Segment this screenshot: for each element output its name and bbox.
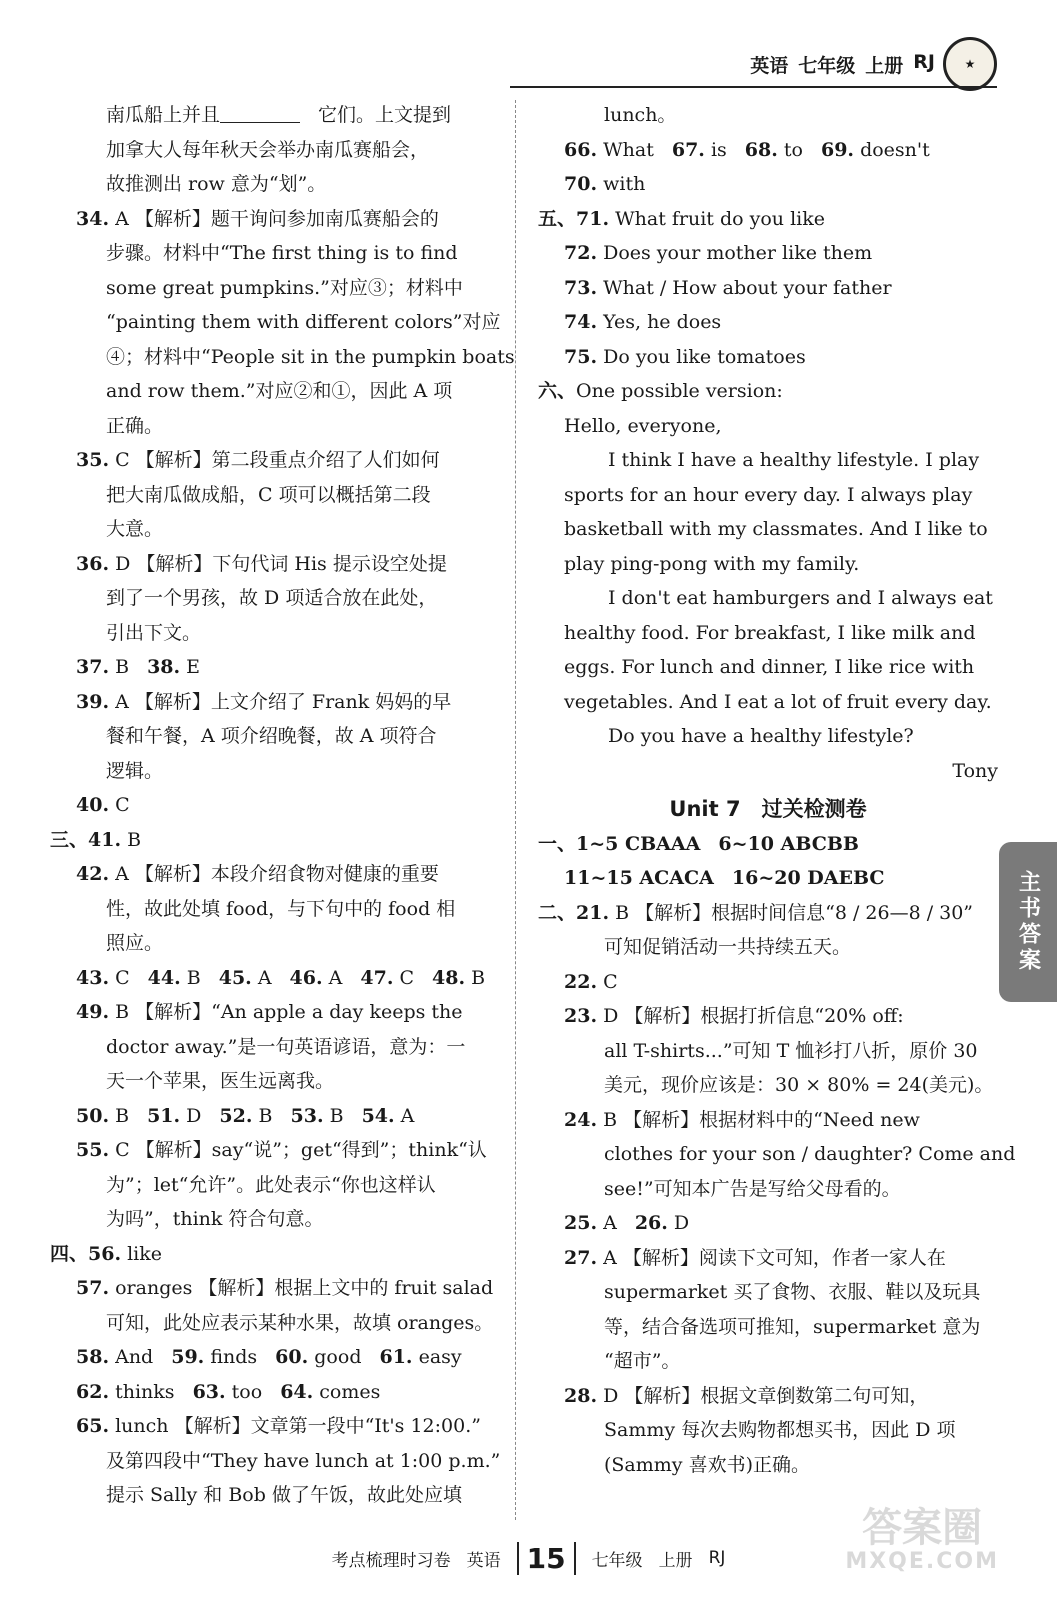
answer-text: good (308, 1346, 362, 1368)
answer-line (50, 754, 490, 789)
answer-text: with (597, 173, 646, 195)
answer-line (50, 1271, 494, 1306)
answer-text: C (597, 970, 618, 993)
header-rule (510, 86, 997, 88)
answer-text: vegetables. And I eat a lot of fruit every day. (564, 690, 992, 713)
answer-text: 11~15 ACACA (564, 867, 714, 889)
answer-text: B (109, 656, 130, 678)
answer-text: B 【解析】“An apple a day keeps the (109, 1001, 463, 1023)
header-grade: 七年级 (798, 54, 856, 77)
answer-line (538, 1206, 998, 1241)
answer-line (538, 305, 998, 340)
answer-text: Sammy 每次去购物都想买书，因此 D 项 (604, 1419, 956, 1441)
answer-text: A (597, 1212, 617, 1234)
question-number: 68. (744, 138, 778, 161)
question-number: 54. (361, 1104, 395, 1127)
answer-line (538, 1275, 998, 1310)
answer-text: healthy food. For breakfast, I like milk and (564, 621, 976, 644)
answer-text: Do you have a healthy lifestyle? (608, 725, 914, 747)
answer-text: A (394, 1104, 415, 1127)
header-volume: 上册 (865, 54, 904, 77)
answer-text: And (109, 1346, 154, 1368)
unit-title: Unit 7 过关检测卷 (669, 797, 867, 821)
answer-line (50, 1409, 490, 1444)
answer-line (538, 340, 998, 375)
question-number: 25. (564, 1212, 598, 1234)
answer-text: ④；材料中“People sit in the pumpkin boats (106, 345, 515, 368)
answer-text: Hello, everyone, (564, 414, 722, 437)
question-number: 61. (379, 1346, 413, 1368)
question-number: 55. (76, 1139, 110, 1161)
answer-line (50, 547, 490, 582)
question-number: 67. (671, 138, 705, 161)
answer-line (50, 1168, 490, 1203)
answer-line (538, 616, 998, 651)
answer-text: B (465, 966, 486, 989)
answer-text: to (777, 138, 803, 161)
question-number: 58. (76, 1346, 110, 1368)
answer-text: lunch。 (604, 104, 677, 126)
answer-text: B 【解析】根据时间信息“8 / 26—8 / 30” (609, 901, 974, 924)
answer-text: too (225, 1380, 263, 1403)
answer-line (50, 167, 490, 202)
answer-text: 为吗”，think 符合句意。 (106, 1208, 324, 1230)
answer-line (50, 374, 490, 409)
answer-text: Do you like tomatoes (597, 345, 806, 368)
answer-text: “painting them with different colors”对应 (106, 311, 501, 333)
answer-line (538, 236, 998, 271)
question-number: 40. (76, 794, 110, 816)
answer-line (50, 581, 490, 616)
answer-line (50, 1478, 490, 1513)
answer-line (538, 999, 998, 1034)
question-number: 三、41. (50, 828, 122, 851)
answer-line (50, 926, 490, 961)
answer-text: Does your mother like them (597, 242, 873, 264)
question-number: 57. (76, 1277, 110, 1299)
answer-line (538, 1310, 998, 1345)
answer-text: see!”可知本广告是写给父母看的。 (604, 1177, 901, 1200)
answer-line (50, 650, 490, 685)
question-number: 23. (564, 1005, 598, 1027)
answer-line (50, 409, 490, 444)
question-number: 四、56. (50, 1242, 122, 1265)
answer-line (50, 995, 490, 1030)
answer-text: C 【解析】say“说”；get“得到”；think“认 (109, 1139, 487, 1161)
answer-line (538, 374, 998, 409)
answer-text: lunch 【解析】文章第一段中“It's 12:00.” (109, 1415, 481, 1437)
answer-line (50, 961, 490, 996)
question-number: 75. (564, 345, 598, 368)
answer-text: 1~5 CBAAA (576, 832, 701, 855)
fill-blank (220, 102, 300, 123)
answer-line (538, 719, 998, 754)
answer-line (538, 167, 998, 202)
answer-text: 到了一个男孩，故 D 项适合放在此处， (106, 587, 438, 609)
answer-text: A (322, 966, 343, 989)
answer-line (50, 1237, 490, 1272)
answer-text: D 【解析】根据文章倒数第二句可知， (597, 1384, 929, 1407)
answer-line (50, 340, 515, 375)
answer-text: 加拿大人每年秋天会举办南瓜赛船会， (106, 138, 430, 161)
question-number: 26. (634, 1212, 668, 1234)
answer-line (538, 1344, 998, 1379)
watermark-text: 答案圈 (862, 1505, 983, 1551)
answer-line (50, 1030, 490, 1065)
answer-text: Yes, he does (597, 311, 722, 333)
answer-text: C 【解析】第二段重点介绍了人们如何 (109, 449, 440, 471)
answer-line (538, 1034, 998, 1069)
answer-line (50, 1375, 490, 1410)
answer-line (538, 1379, 998, 1414)
question-number: 28. (564, 1384, 598, 1407)
answer-text: 把大南瓜做成船，C 项可以概括第二段 (106, 483, 431, 506)
question-number: 37. (76, 656, 110, 678)
question-number: 47. (360, 966, 394, 989)
answer-line (538, 271, 998, 306)
answer-text: comes (313, 1380, 381, 1403)
answer-text: 引出下文。 (106, 621, 202, 644)
answer-line (50, 305, 501, 340)
answer-line (538, 896, 998, 931)
answer-line (50, 133, 490, 168)
answer-line (538, 512, 998, 547)
answer-text: A (251, 966, 272, 989)
watermark (845, 1505, 999, 1576)
answer-line (538, 443, 998, 478)
question-number: 42. (76, 863, 110, 885)
answer-line (50, 443, 490, 478)
answer-line (538, 1103, 998, 1138)
answer-text: E (180, 656, 201, 678)
answer-text: 16~20 DAEBC (731, 867, 885, 889)
answer-line (538, 1241, 998, 1276)
answer-line (538, 1413, 998, 1448)
answer-text: easy (412, 1346, 462, 1368)
footer-series: 考点梳理时习卷 (331, 1550, 451, 1571)
footer-subject: 英语 (466, 1550, 501, 1571)
question-number: 60. (275, 1346, 309, 1368)
answer-text: 天一个苹果，医生远离我。 (106, 1070, 335, 1092)
answer-line (538, 202, 998, 237)
answer-text: A 【解析】本段介绍食物对健康的重要 (109, 863, 439, 885)
answer-text: doesn't (854, 138, 930, 161)
question-number: 65. (76, 1415, 110, 1437)
answer-line (50, 1202, 490, 1237)
answer-line (538, 1172, 998, 1207)
answer-line (50, 478, 490, 513)
answer-line (50, 788, 490, 823)
answer-text: and row them.”对应②和①，因此 A 项 (106, 380, 453, 402)
answer-line (50, 202, 490, 237)
answer-line (50, 685, 490, 720)
answer-line (538, 685, 998, 720)
question-number: 一、 (538, 832, 577, 855)
answer-line (538, 1448, 998, 1483)
answer-text: (Sammy 喜欢书)正确。 (604, 1453, 810, 1476)
question-number: 五、71. (538, 207, 610, 230)
answer-text: 可知促销活动一共持续五天。 (604, 936, 852, 958)
question-number: 39. (76, 690, 110, 713)
footer-grade: 七年级 (591, 1550, 643, 1571)
answer-line (538, 827, 998, 862)
answer-line (538, 1068, 998, 1103)
answer-text: some great pumpkins.”对应③；材料中 (106, 276, 463, 299)
question-number: 53. (290, 1104, 324, 1127)
answer-text: 步骤。材料中“The first thing is to find (106, 242, 458, 264)
answer-text: B 【解析】根据材料中的“Need new (597, 1108, 920, 1131)
right-column (538, 98, 1016, 1482)
answer-text: 为”；let“允许”。此处表示“你也这样认 (106, 1173, 436, 1196)
answer-line (50, 1133, 490, 1168)
answer-text: I think I have a healthy lifestyle. I play (608, 449, 980, 471)
answer-text: C (109, 966, 130, 989)
question-number: 44. (147, 966, 181, 989)
answer-line (538, 965, 998, 1000)
answer-text: What fruit do you like (609, 207, 825, 230)
side-tab: 主书答案 (999, 842, 1057, 1002)
answer-text: B (252, 1104, 273, 1127)
column-divider (515, 100, 516, 1520)
answer-text: D (180, 1104, 202, 1127)
question-number: 64. (280, 1380, 314, 1403)
answer-line (538, 133, 998, 168)
footer-edition: RJ (708, 1548, 726, 1568)
question-number: 48. (432, 966, 466, 989)
answer-line (50, 616, 490, 651)
question-number: 66. (564, 138, 598, 161)
answer-line (50, 1340, 490, 1375)
answer-text: B (109, 1104, 130, 1127)
answer-text: What (597, 138, 654, 161)
answer-text: One possible version: (576, 380, 783, 402)
question-number: 38. (147, 656, 181, 678)
answer-text: D (667, 1212, 690, 1234)
answer-line (538, 409, 998, 444)
answer-text: A 【解析】阅读下文可知，作者一家人在 (597, 1246, 946, 1269)
answer-line (50, 98, 490, 133)
left-column (50, 98, 515, 1513)
answer-line (50, 1064, 490, 1099)
answer-line (50, 512, 490, 547)
answer-text: 照应。 (106, 932, 164, 954)
question-number: 50. (76, 1104, 110, 1127)
answer-line (50, 823, 490, 858)
answer-text: D 【解析】根据打折信息“20% off: (597, 1005, 904, 1027)
answer-text: like (121, 1242, 163, 1265)
question-number: 70. (564, 173, 598, 195)
question-number: 72. (564, 242, 598, 264)
publisher-logo-icon: ★ (943, 37, 997, 91)
question-number: 34. (76, 207, 110, 230)
answer-line (538, 754, 998, 789)
answer-text: 美元，现价应该是：30 × 80% = 24(美元)。 (604, 1074, 994, 1096)
page-header (750, 40, 997, 88)
answer-text: 故推测出 row 意为“划”。 (106, 173, 327, 195)
footer-volume: 上册 (658, 1550, 693, 1571)
answer-text: 餐和午餐，A 项介绍晚餐，故 A 项符合 (106, 725, 437, 747)
header-edition: RJ (913, 50, 935, 73)
answer-text: 可知，此处应表示某种水果，故填 oranges。 (106, 1311, 494, 1334)
answer-text: basketball with my classmates. And I like to (564, 518, 988, 540)
answer-line (50, 892, 490, 927)
question-number: 74. (564, 311, 598, 333)
answer-line (538, 547, 998, 582)
answer-line (538, 98, 998, 133)
question-number: 27. (564, 1246, 598, 1269)
question-number: 73. (564, 276, 598, 299)
answer-text: A 【解析】上文介绍了 Frank 妈妈的早 (109, 690, 452, 713)
answer-text: C (393, 966, 415, 989)
answer-text: 提示 Sally 和 Bob 做了午饭，故此处应填 (106, 1484, 462, 1506)
answer-text: 正确。 (106, 414, 164, 437)
question-number: 62. (76, 1380, 110, 1403)
answer-line (538, 581, 998, 616)
question-number: 43. (76, 966, 110, 989)
answer-line (50, 236, 490, 271)
answer-line (50, 857, 490, 892)
answer-text: I don't eat hamburgers and I always eat (608, 587, 993, 609)
answer-line (50, 1099, 490, 1134)
answer-text: 及第四段中“They have lunch at 1:00 p.m.” (106, 1449, 501, 1472)
answer-line (50, 1444, 501, 1479)
question-number: 49. (76, 1001, 110, 1023)
answer-text: all T-shirts...”可知 T 恤衫打八折，原价 30 (604, 1039, 978, 1062)
answer-line (538, 650, 998, 685)
answer-line (50, 719, 490, 754)
answer-text: What / How about your father (597, 276, 892, 299)
question-number: 36. (76, 552, 110, 575)
answer-line (50, 1306, 494, 1341)
answer-text: C (109, 794, 130, 816)
answer-line (538, 861, 998, 896)
answer-text: eggs. For lunch and dinner, I like rice with (564, 656, 975, 678)
question-number: 二、21. (538, 901, 610, 924)
answer-text: B (323, 1104, 344, 1127)
page-number: 15 (517, 1542, 576, 1575)
question-number: 46. (289, 966, 323, 989)
answer-text: D 【解析】下句代词 His 提示设空处提 (109, 552, 447, 575)
watermark-url: MXQE.COM (845, 1549, 999, 1574)
answer-text: 等，结合备选项可推知，supermarket 意为 (604, 1315, 981, 1338)
answer-text: sports for an hour every day. I always play (564, 483, 973, 506)
answer-text: 南瓜船上并且 (106, 104, 221, 126)
answer-text: oranges 【解析】根据上文中的 fruit salad (109, 1277, 494, 1299)
answer-text: A 【解析】题干询问参加南瓜赛船会的 (109, 207, 439, 230)
answer-text: B (180, 966, 201, 989)
header-subject: 英语 (750, 54, 789, 77)
answer-text: 它们。上文提到 (318, 104, 452, 126)
question-number: 63. (192, 1380, 226, 1403)
answer-text: 逻辑。 (106, 759, 164, 782)
question-number: 22. (564, 970, 598, 993)
answer-text: 大意。 (106, 518, 164, 540)
answer-line (538, 930, 998, 965)
answer-line (538, 478, 998, 513)
question-number: 69. (820, 138, 855, 161)
answer-text: supermarket 买了食物、衣服、鞋以及玩具 (604, 1281, 981, 1303)
question-number: 45. (218, 966, 252, 989)
answer-text: 性，故此处填 food，与下句中的 food 相 (106, 897, 456, 920)
answer-text: clothes for your son / daughter? Come and (604, 1143, 1016, 1165)
question-number: 51. (147, 1104, 181, 1127)
answer-text: play ping-pong with my family. (564, 552, 860, 575)
answer-text: doctor away.”是一句英语谚语，意为：一 (106, 1035, 466, 1058)
answer-text: thinks (109, 1380, 175, 1403)
answer-text: is (704, 138, 727, 161)
answer-line (538, 1137, 1016, 1172)
answer-text: “超市”。 (604, 1350, 681, 1372)
question-number: 35. (76, 449, 110, 471)
question-number: 59. (171, 1346, 205, 1368)
question-number: 六、 (538, 380, 577, 402)
answer-line (50, 271, 490, 306)
question-number: 52. (219, 1104, 253, 1127)
answer-text: Tony (952, 759, 998, 782)
answer-text: B (121, 828, 142, 851)
answer-text: finds (204, 1346, 258, 1368)
question-number: 24. (564, 1108, 598, 1131)
answer-text: 6~10 ABCBB (718, 832, 859, 855)
